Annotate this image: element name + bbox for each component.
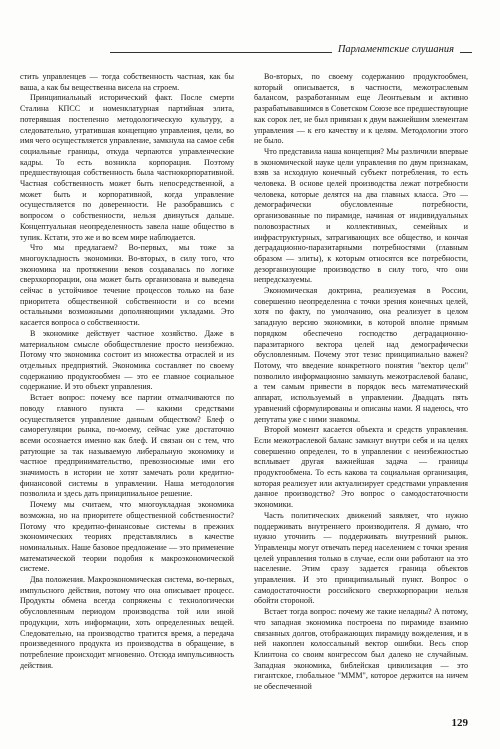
- paragraph: Встает тогда вопрос: почему же такие неладны? А потому, что западная экономика построена по пирамиде взаимно связанных долгов, отображающих пирамиду вожделения, и в ней накоплен колоссальный вектор ошибки. Весь спор Клинтона со своим конгрессом был далеко не случайным. Западная экономика, библейская цивилизация — это гигантское, глобальное "МММ", которое держится на ничем не обеспеченной: [254, 607, 468, 692]
- paragraph: Два положения. Макроэкономическая система, во-первых, импульсного действия, потому что она описывает процесс. Продукты обмена всегда сопряжены с технологически обусловленным периодом производства той или иной продукции, хоть информации, хоть определенных вещей. Следовательно, на производство тратится время, а передача произведенного продукта из производства в обращение, в потребление происходит мгновенно. Отсюда импульсивность действия.: [20, 575, 234, 670]
- right-column: [254, 72, 468, 697]
- paragraph: Часть политических движений заявляет, что нужно поддерживать внутреннего производителя. Я думаю, что нужно уточнить — поддерживать внутренний рынок. Управленцы могут отвечать перед населением с точки зрения целей управления только в случае, если они работают на это население. Этим сразу задается граница объектов управления. И это принципиальный пункт. Вопрос о самодостаточности российского сверхкорпорации нельзя обойти стороной.: [254, 510, 468, 606]
- paragraph: Что мы предлагаем? Во-первых, мы тоже за многоукладность экономики. Во-вторых, в силу того, что экономика на протяжении веков создавалась по логике сверхкорпорации, она может быть организована и выведена сейчас в устойчивое течение процессов только на базе приоритета общественной собственности и со всеми остальными возможными дополняющими укладами. Это касается вопроса о собственности.: [20, 243, 234, 328]
- paragraph: Почему мы считаем, что многоукладная экономика возможна, но на приоритете общественной собственности? Потому что кредитно-финансовые системы в прежних экономических теориях представлялись в качестве номинальных. Наше базовое предложение — это применение математической теории подобия к макроэкономической системе.: [20, 500, 234, 574]
- paragraph: Во-вторых, по своему содержанию продуктообмен, который описывается, в частности, межотраслевым балансом, разработанным еще Леонтьевым и активно разрабатывавшимся в Советском Союзе все предшествующие как сорок лет, не был привязан к двум важнейшим элементам управления — к его качеству и к целям. Методологии этого не было.: [254, 72, 468, 146]
- page-number: 129: [451, 717, 468, 729]
- section-title: Парламентские слушания: [332, 44, 460, 55]
- running-header: [0, 44, 500, 60]
- paragraph: Экономическая доктрина, реализуемая в России, совершенно неопределенна с точки зрения конечных целей, хотя по факту, по умолчанию, она реализует в целом западную версию экономики, в которой вполне прямым порядком обеспечено господство деградационно-паразитарного вектора целей над демографически обусловленным. Почему этот тезис принципиально важен? Потому, что введение конкретного понятия "вектор цели" позволило информационно замкнуть межотраслевой баланс, а тем самым привести в порядок весь математический аппарат, используемый в управлении. Двадцать пять уравнений сформулированы и описаны нами. Я надеюсь, что депутаты уже с ними знакомы.: [254, 286, 468, 424]
- paragraph: Что представила наша концепция? Мы различили впервые в экономической науке цели управления по двум признакам, взяв за исходную конечный субъект потребления, то есть человека. В основе целей производства лежат потребности человека, которые делятся на два главных класса. Это — демографически обусловленные потребности, организованные по пирамиде, начиная от индивидуальных половозрастных и коллективных, семейных и инфраструктурных, затрагивающих все общество, и кончая деградационно-паразитарными потребностями (главным образом — элиты), к которым относятся все потребности, дезорганизующие производство в силу того, что они непредсказуемы.: [254, 146, 468, 285]
- paragraph: Встает вопрос: почему все партии отмалчиваются по поводу главного пункта — какими средствами осуществляется управление данным обществом? Блеф о саморегуляции рынка, по-моему, сейчас уже достаточно всеми осознается именно как блеф. И связан он с тем, что ратующие за так называемую либеральную экономику и частное предпринимательство, превозносимые ими его значимость в истории не хотят замечать роли кредитно-финансовой системы в управлении. Наша методология позволила и здесь дать принципиальное решение.: [20, 393, 234, 499]
- paragraph: В экономике действует частное хозяйство. Даже в материальном смысле обобществление просто неизбежно. Потому что экономика состоит из множества отраслей и из отдельных предприятий. Экономика составляет по своему содержанию продуктообмен — это ее главное социальное содержание. И это объект управления.: [20, 328, 234, 392]
- paragraph: Принципиальный исторический факт. После смерти Сталина КПСС и номенклатурная партийная элита, потерявшая постепенно методологическую культуру, а следовательно, утратившая концепцию управления, цели, во имя чего осуществляется управление, замкнула на самое себя социальные границы, откуда черпаются управленческие кадры. То есть возникла корпорация. Поэтому предшествующая собственность была частнокорпоративной. Частная собственность может быть непосредственной, а может быть и корпоративной, когда управление осуществляется по доверенности. Не разобравшись с вопросом о собственности, нельзя двинуться дальше. Концептуальная неопределенность завела наше общество в тупик. Кстати, это же и во всем мире наблюдается.: [20, 93, 234, 242]
- paragraph: Второй момент касается объекта и средств управления. Если межотраслевой баланс замкнут внутри себя и на целях совершенно определен, то в управлении с неизбежностью всплывает другая важнейшая задача — границы продуктообмена. То есть какова та социальная организация, которая реализует или актуализирует средствами управления данное производство? Это вопрос о самодостаточности экономики.: [254, 425, 468, 510]
- left-column: [20, 72, 234, 697]
- paragraph: стить управленцев — тогда собственность частная, как бы ваша, а как бы вещественна висела на строем.: [20, 72, 234, 92]
